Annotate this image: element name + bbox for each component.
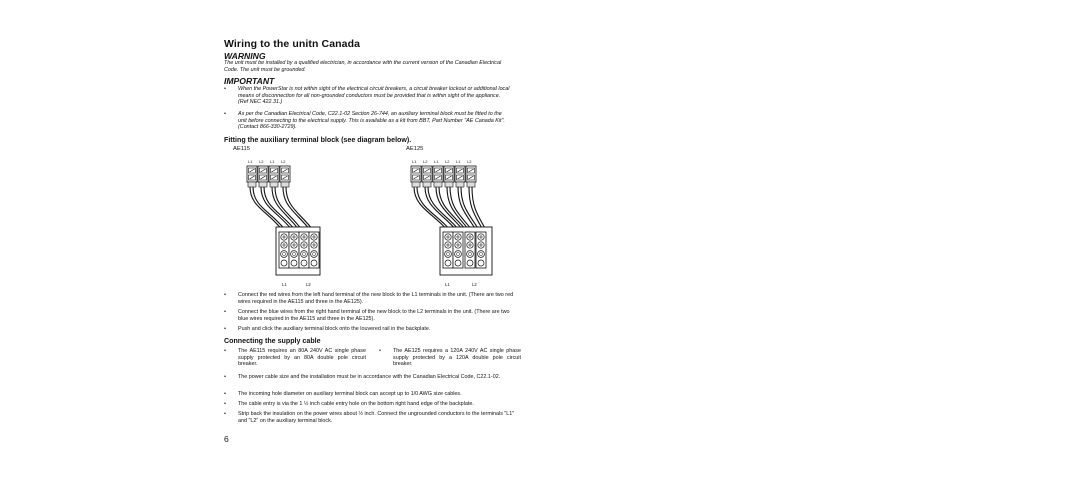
terminal-label: L2: [472, 282, 477, 287]
terminal-label: L1: [412, 159, 417, 164]
bullet-marker: •: [224, 292, 226, 298]
page-number: 6: [224, 434, 229, 444]
fitting-bullet-text: Connect the blue wires from the right hand terminal of the new block to the L2 terminals in the unit. (There are two blue wires required in the AE115 and three in the AE125).: [238, 309, 510, 322]
bullet-marker: •: [224, 111, 226, 117]
terminal-label: L2: [467, 159, 472, 164]
terminal-label: L2: [423, 159, 428, 164]
terminal-label: L1: [248, 159, 253, 164]
supply-bullet: [224, 401, 524, 408]
fitting-heading: Fitting the auxiliary terminal block (see diagram below).: [224, 136, 412, 144]
supply-bullet-ae115: [224, 348, 374, 368]
terminal-label: L1: [445, 282, 450, 287]
important-bullet-text: As per the Canadian Electrical Code, C22.1-02 Section 26-744, an auxiliary terminal block must be fitted to the unit before connecting to the electrical supply. This is available as a kit from BBT, Part Number "AE Canada Kit". (Contact 866-330-2729).: [238, 111, 505, 131]
important-bullet: [224, 111, 514, 131]
supply-bullet-text: The incoming hole diameter on auxiliary terminal block can accept up to 1/0 AWG size cables.: [238, 391, 462, 397]
supply-bullet-text: Strip back the insulation on the power wires about ½ inch. Connect the ungrounded conductors to the terminals "L1" and "L2" on the auxiliary terminal block.: [238, 411, 515, 424]
important-bullet: [224, 86, 514, 106]
fitting-bullet: [224, 292, 524, 305]
supply-heading: Connecting the supply cable: [224, 337, 321, 345]
terminal-label: L1: [434, 159, 439, 164]
warning-heading: WARNING: [224, 51, 266, 61]
terminal-label: L2: [445, 159, 450, 164]
fitting-bullet: [224, 309, 524, 322]
supply-bullet: [224, 411, 524, 424]
important-heading: IMPORTANT: [224, 76, 275, 86]
warning-text: The unit must be installed by a qualified electrician, in accordance with the current version of the Canadian Electrical Code. The unit must be grounded.: [224, 60, 502, 73]
model-label-ae125: AE125: [406, 146, 424, 152]
ae115-diagram: [247, 159, 320, 287]
bullet-marker: •: [379, 348, 381, 354]
supply-bullet-ae125: [379, 348, 529, 368]
bullet-marker: •: [224, 326, 226, 332]
supply-bullet-text: The AE125 requires a 120A 240V AC single phase supply protected by a 120A double pole circuit breaker.: [393, 348, 521, 368]
terminal-label: L2: [259, 159, 264, 164]
fitting-bullet: [224, 326, 524, 333]
bullet-marker: •: [224, 374, 226, 380]
supply-bullet-text: The AE115 requires an 80A 240V AC single phase supply protected by an 80A double pole circuit breaker.: [238, 348, 366, 368]
wiring-diagram: [224, 152, 514, 292]
important-bullet-text: When the PowerStar is not within sight of the electrical circuit breakers, a circuit breaker lockout or additional local means of disconnection for all non-grounded conductors must be provided that is within sight of the appliance. (Ref NEC 422.31.): [238, 86, 510, 106]
ae125-diagram: [411, 159, 492, 287]
terminal-label: L1: [270, 159, 275, 164]
terminal-label: L2: [306, 282, 311, 287]
supply-bullet-text: The power cable size and the installation must be in accordance with the Canadian Electrical Code, C22.1-02.: [238, 374, 501, 380]
fitting-bullet-text: Connect the red wires from the left hand terminal of the new block to the L1 terminals in the unit. (There are two red wires required in the AE115 and three in the AE125).: [238, 292, 514, 305]
bullet-marker: •: [224, 86, 226, 92]
supply-bullet: [224, 374, 524, 381]
model-label-ae115: AE115: [233, 146, 250, 152]
bullet-marker: •: [224, 309, 226, 315]
terminal-label: L2: [281, 159, 286, 164]
bullet-marker: •: [224, 401, 226, 407]
bullet-marker: •: [224, 391, 226, 397]
fitting-bullet-text: Push and click the auxiliary terminal block onto the louvered rail in the backplate.: [238, 326, 431, 332]
terminal-label: L1: [456, 159, 461, 164]
supply-bullet-text: The cable entry is via the 1 ½ inch cable entry hole on the bottom right hand edge of the backplate.: [238, 401, 474, 407]
bullet-marker: •: [224, 348, 226, 354]
supply-bullet: [224, 391, 524, 398]
bullet-marker: •: [224, 411, 226, 417]
page-title: Wiring to the unitn Canada: [224, 38, 361, 50]
terminal-label: L1: [282, 282, 287, 287]
